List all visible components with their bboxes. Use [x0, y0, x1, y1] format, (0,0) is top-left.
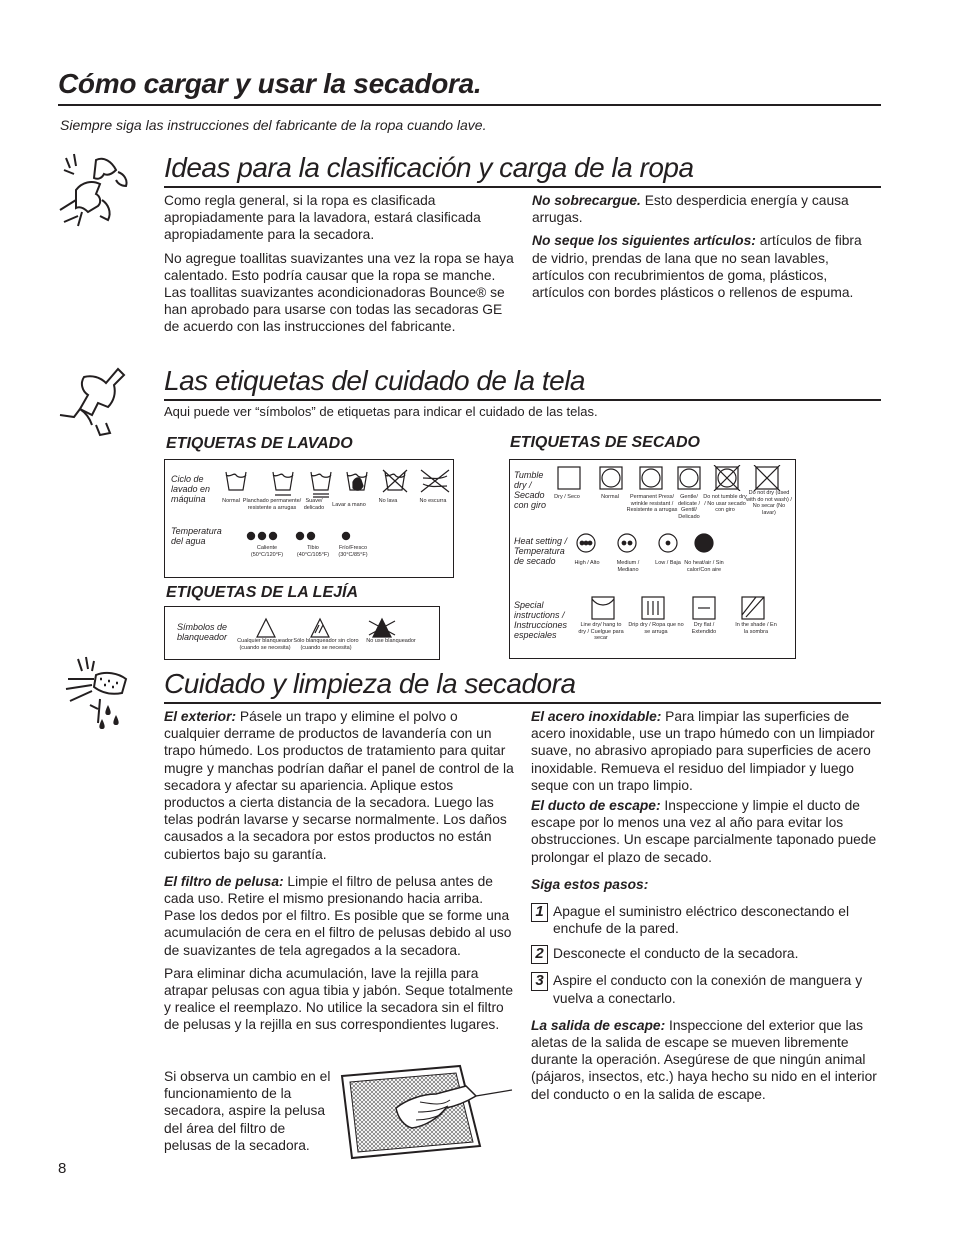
dry-heat-low: Low / Baja — [655, 560, 681, 566]
bleach-symbols — [255, 617, 405, 639]
lint-filter-illustration — [334, 1062, 514, 1162]
bleach-nonchlorine: Sólo blanqueador sin cloro (cuando se necesita) — [293, 638, 359, 651]
dry-tumble-normal: Normal — [601, 494, 619, 500]
wash-labels-box — [164, 459, 454, 578]
dry-tumble-permpress: Permanent Press/ wrinkle resistant / Resistente a arrugas — [626, 494, 678, 513]
step-3 — [531, 972, 879, 1006]
dry-special-label: Special instructions / Instrucciones especiales — [514, 600, 568, 640]
sorting-rule — [164, 186, 881, 188]
page-subtitle: Siempre siga las instrucciones del fabricante de la ropa cuando lave. — [60, 117, 487, 133]
care-left-column — [164, 708, 514, 1040]
filter-label: El filtro de pelusa: — [164, 873, 284, 889]
care-right-column — [531, 708, 879, 1109]
step-text: Aspire el conducto con la conexión de manguera y vuelva a conectarlo. — [553, 973, 863, 1006]
wash-cycle-hand: Lavar a mano — [332, 502, 366, 508]
dry-tumble-notumble: Do not tumble dry / No usar secado con giro — [703, 494, 747, 513]
dry-gentle-icon — [678, 467, 700, 489]
care-rule — [164, 702, 881, 704]
dry-tumble-donot: Do not dry (used with do not wash) / No secar (No lavar) — [746, 490, 792, 516]
dry-normal-icon — [600, 467, 622, 489]
wash-permpress-icon — [273, 472, 293, 495]
wash-normal-icon — [226, 472, 246, 490]
dry-heat-label: Heat setting / Temperatura de secado — [514, 536, 568, 566]
wash-cycle-gentle: Suave/ delicado — [303, 498, 325, 511]
exhaust-label: La salida de escape: — [531, 1017, 666, 1033]
sorting-section-title: Ideas para la clasificación y carga de la ropa — [164, 152, 694, 183]
dry-heat-symbols — [574, 533, 714, 555]
filter-paragraph-2: Para eliminar dicha acumulación, lave la rejilla para atrapar pelusas con agua tibia y jabón. Seque totalmente y realice el reemplazo. No utilice la secadora sin el filtro de pelusas y la rejilla en sus correspondientes lugares. — [164, 965, 513, 1033]
clothes-sorting-icon — [56, 150, 146, 235]
dry-labels-title: ETIQUETAS DE SECADO — [510, 434, 700, 451]
overload-text: Esto desperdicia energía y causa arrugas. — [532, 193, 849, 226]
steel-text: Para limpiar las superficies de acero inoxidable, use un trapo húmedo con un limpiador suave, no abrasivo apropiado para superficies de acero inoxidable. Remueva el residuo del limpiador y luego seque con un trapo limpio. — [531, 709, 875, 793]
care-section-title: Cuidado y limpieza de la secadora — [164, 668, 576, 699]
steps-list — [531, 903, 879, 1007]
wring-donot-icon — [421, 470, 449, 492]
garment-icon — [56, 365, 136, 440]
wash-donot-icon — [383, 470, 407, 492]
dry-special-flat: Dry flat / Extendido — [691, 622, 717, 635]
step-number: 2 — [531, 945, 548, 964]
wash-cycle-donot: No lava — [378, 498, 398, 504]
dry-dry-icon — [558, 467, 580, 489]
dry-heat-medium: Medium / Mediano — [616, 560, 640, 573]
step-text: Apague el suministro eléctrico desconectando el enchufe de la pared. — [553, 904, 850, 937]
dry-permpress-icon — [640, 467, 662, 489]
labels-section-title: Las etiquetas del cuidado de la tela — [164, 365, 585, 396]
steps-label: Siga estos pasos: — [531, 876, 649, 892]
filter-paragraph-3: Si observa un cambio en el funcionamiento de la secadora, aspire la pelusa del área del filtro de pelusas de la secadora. — [164, 1069, 331, 1153]
exterior-label: El exterior: — [164, 709, 237, 724]
page-number: 8 — [58, 1160, 67, 1177]
bleach-labels-box — [164, 606, 440, 660]
bleach-labels-title: ETIQUETAS DE LA LEJÍA — [166, 584, 359, 601]
step-1 — [531, 903, 879, 937]
duct-text: Inspeccione y limpie el ducto de escape por lo menos una vez al año para evitar los obstrucciones. Un escape parcialmente taponado puede prolongar el plazo de secado. — [531, 798, 877, 865]
cleaning-sponge-icon — [62, 655, 142, 735]
bleach-any-icon — [257, 619, 275, 637]
bleach-nonchlorine-icon — [311, 619, 329, 637]
bleach-label: Símbolos de blanqueador — [177, 622, 228, 642]
nodry-label: No seque los siguientes artículos: — [532, 233, 756, 249]
dry-heat-high: High / Alto — [574, 560, 600, 566]
dry-special-line: Line dry/ hang to dry / Cuelgue para secar — [578, 622, 624, 641]
step-2 — [531, 945, 879, 964]
overload-label: No sobrecargue. — [532, 193, 641, 208]
wash-gentle-icon — [311, 472, 331, 497]
wash-temp-dots — [245, 530, 355, 542]
nodry-text: artículos de fibra de vidrio, prendas de lana que no sean lavables, artículos con recubrimientos de goma, plásticos, artículos con bordes plásticos o rellenos de espuma. — [532, 233, 862, 301]
dry-special-symbols — [590, 595, 770, 621]
wash-cycle-normal: Normal — [222, 498, 240, 504]
sorting-paragraph-1: Como regla general, si la ropa es clasificada apropiadamente para la lavadora, estará clasificada apropiadamente para la secadora. — [164, 193, 481, 243]
bleach-any: Cualquier blanqueador (cuando se necesita) — [237, 638, 293, 651]
sorting-right-column — [532, 192, 872, 307]
labels-intro: Aqui puede ver “símbolos” de etiquetas para indicar el cuidado de las telas. — [164, 404, 598, 419]
wash-temp-warm: Tibio (40°C/105°F) — [296, 545, 330, 558]
title-rule — [58, 104, 881, 106]
dry-tumble-symbols — [556, 465, 792, 491]
dry-tumble-dry: Dry / Seco — [554, 494, 580, 500]
wash-cycle-label: Ciclo de lavado en máquina — [171, 474, 211, 504]
step-number: 3 — [531, 972, 548, 991]
wash-temp-cold: Frío/Fresco (30°C/85°F) — [338, 545, 368, 558]
steel-label: El acero inoxidable: — [531, 709, 662, 724]
step-text: Desconecte el conducto de la secadora. — [553, 946, 799, 962]
heat-medium-icon — [618, 534, 636, 552]
page-title: Cómo cargar y usar la secadora. — [58, 68, 482, 99]
wash-temp-hot: Caliente (50°C/120°F) — [250, 545, 284, 558]
labels-rule — [164, 399, 881, 401]
dry-labels-box — [509, 459, 796, 659]
duct-label: El ducto de escape: — [531, 798, 661, 814]
heat-none-icon — [695, 534, 713, 552]
dry-tumble-label: Tumble dry / Secado con giro — [514, 470, 547, 510]
wash-cycle-nowring: No escurra — [419, 498, 447, 504]
dry-heat-none: No heat/air / Sin calor/Con aire — [684, 560, 724, 573]
sorting-left-column — [164, 192, 516, 342]
bleach-donot: No use blanqueador — [366, 638, 416, 644]
dry-tumble-gentle: Gentle/ delicate / Gentil/ Delicado — [677, 494, 700, 520]
dry-special-drip: Drip dry / Ropa que no se arruga — [628, 622, 684, 635]
wash-temp-label: Temperatura del agua — [171, 526, 222, 546]
step-number: 1 — [531, 903, 548, 922]
filter-text: Limpie el filtro de pelusa antes de cada uso. Retire el mismo presionando hacia arriba. Pase los dedos por el filtro. Es posible que se forme una acumulación de cera en el filtro de pelusas debido al uso de suavizantes de tela agregados a la secadora. — [164, 873, 512, 958]
dry-special-shade: In the shade / En la sombra — [735, 622, 777, 635]
wash-cycle-permpress: Planchado permanente/ resistente a arrugas — [242, 498, 302, 511]
exhaust-text: Inspeccione del exterior que las aletas de la salida de escape se mueven libremente durante la operación. Asegúrese de que ningún animal (pájaros, insectos, etc.) haya hecho su nido en el interior del conducto o en la salida de escape. — [531, 1017, 877, 1102]
sorting-paragraph-2: No agregue toallitas suavizantes una vez la ropa se haya calentado. Esto podría causar que la ropa se manche. Las toallitas suavizantes acondicionadoras Bounce® se han aprobado para usarse con todas las secadoras GE de acuerdo con las instrucciones del fabricante. — [164, 250, 514, 335]
wash-labels-title: ETIQUETAS DE LAVADO — [166, 435, 353, 452]
line-dry-icon — [592, 597, 614, 619]
exterior-text: Pásele un trapo y elimine el polvo o cualquier derrame de productos de lavandería con un trapo húmedo. Los productos de tratamiento para quitar mugre y manchas podrían dañar el panel de control de la secadora y afectar su apariencia. Aplique estos productos a cierta distancia de la secadora. Luego las telas podrán lavarse y secarse normalmente. Los daños causados a la secadora por estos productos no están cubiertos bajo su garantía. — [164, 709, 514, 862]
